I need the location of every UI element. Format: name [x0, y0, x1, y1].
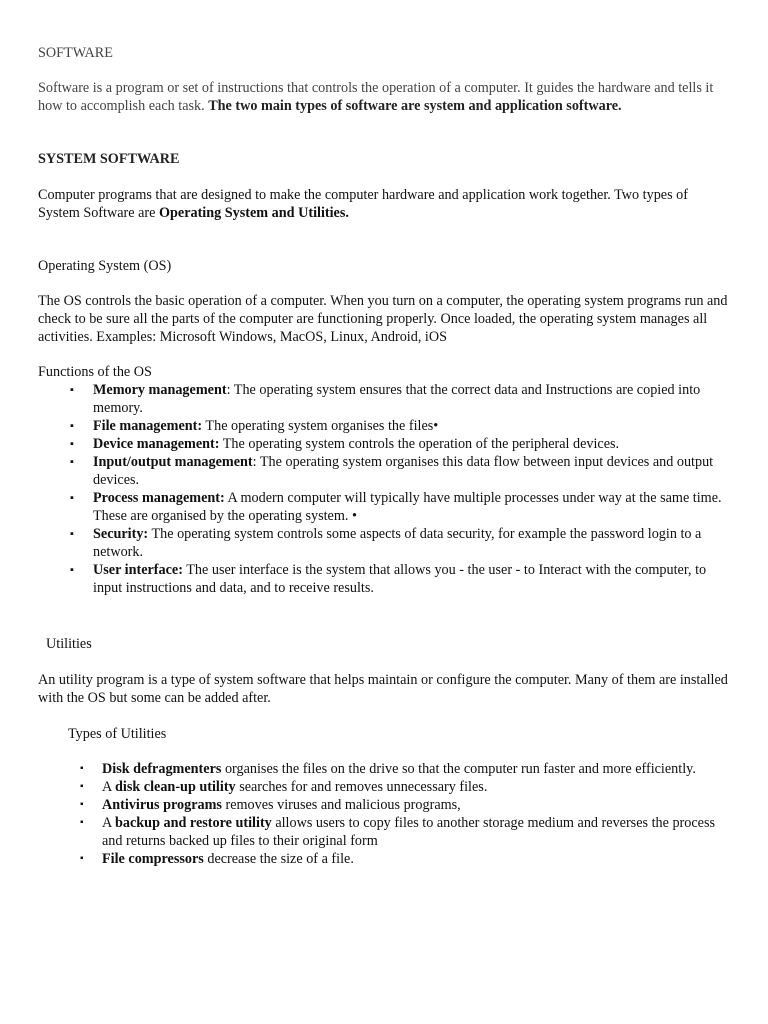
bullet-icon: ▪: [80, 763, 84, 774]
function-desc: The operating system controls the operation of the peripheral devices.: [219, 436, 620, 452]
types-of-utilities-heading: Types of Utilities: [68, 726, 167, 742]
list-item: [38, 796, 727, 814]
utility-desc: searches for and removes unnecessary files.: [235, 779, 488, 795]
list-item: [38, 760, 727, 778]
bullet-icon: ▪: [70, 528, 74, 540]
list-item: [38, 778, 727, 796]
bullet-icon: ▪: [80, 817, 84, 828]
list-item: [38, 561, 728, 597]
bullet-icon: ▪: [70, 420, 74, 432]
intro-text: Software is a program or set of instructions that controls the operation of a computer. It guides the hardware and tells it how to accomplish each task.: [38, 80, 714, 114]
utility-desc: allows users to copy files to another storage medium and reverses the process and returns backed up files to their original form: [102, 815, 716, 849]
utility-desc: decrease the size of a file.: [203, 851, 354, 867]
function-desc: : The operating system ensures that the correct data and Instructions are copied into memory.: [93, 382, 701, 416]
utilities-heading: Utilities: [46, 636, 92, 652]
os-heading: Operating System (OS): [38, 258, 172, 274]
list-item: [38, 417, 728, 435]
bullet-icon: ▪: [80, 781, 84, 792]
function-desc: The operating system controls some aspects of data security, for example the password login to a network.: [93, 526, 702, 560]
list-item: [38, 525, 728, 561]
section-title: SOFTWARE: [38, 45, 113, 61]
utility-term: disk clean-up utility: [115, 779, 236, 795]
function-term: Device management:: [93, 436, 220, 452]
bullet-icon: ▪: [70, 384, 74, 396]
utility-prefix: A: [102, 779, 116, 795]
utility-desc: organises the files on the drive so that the computer run faster and more efficiently.: [221, 761, 696, 777]
utility-term: Disk defragmenters: [102, 761, 222, 777]
bullet-icon: ▪: [80, 799, 84, 810]
system-software-heading: SYSTEM SOFTWARE: [38, 151, 180, 167]
bullet-icon: ▪: [70, 456, 74, 468]
function-term: Process management:: [93, 490, 225, 506]
list-item: [38, 814, 727, 850]
utility-types-list: [38, 760, 727, 868]
system-software-paragraph: [38, 186, 728, 222]
list-item: [38, 381, 728, 417]
utility-term: backup and restore utility: [115, 815, 272, 831]
function-term: User interface:: [93, 562, 183, 578]
system-software-bold-text: Operating System and Utilities.: [158, 205, 349, 221]
bullet-icon: ▪: [80, 853, 84, 864]
intro-paragraph: [38, 79, 728, 115]
function-desc: A modern computer will typically have multiple processes under way at the same time. These are organised by the operating system. •: [93, 490, 722, 524]
utility-term: File compressors: [102, 851, 204, 867]
os-paragraph: The OS controls the basic operation of a computer. When you turn on a computer, the operating system programs run and check to be sure all the parts of the computer are functioning properly. Once loaded, the operating system manages all activities. Examples: Microsoft Windows, MacOS, Linux, Android, iOS: [38, 293, 728, 345]
list-item: [38, 850, 727, 868]
utility-desc: removes viruses and malicious programs,: [221, 797, 461, 813]
list-item: [38, 489, 728, 525]
bullet-icon: ▪: [70, 564, 74, 576]
bullet-icon: ▪: [70, 438, 74, 450]
list-item: [38, 453, 728, 489]
system-software-text: Computer programs that are designed to make the computer hardware and application work together. Two types of System Software are: [38, 187, 688, 221]
bullet-icon: ▪: [70, 492, 74, 504]
list-item: [38, 435, 728, 453]
function-term: Memory management: [93, 382, 227, 398]
function-desc: : The operating system organises this data flow between input devices and output devices.: [93, 454, 714, 488]
utility-term: Antivirus programs: [102, 797, 222, 813]
function-desc: The operating system organises the files•: [202, 418, 439, 434]
function-term: Security:: [93, 526, 149, 542]
os-functions-list: [38, 381, 728, 597]
function-term: File management:: [93, 418, 203, 434]
function-desc: The user interface is the system that allows you - the user - to Interact with the computer, to input instructions and data, and to receive results.: [93, 562, 707, 596]
intro-bold-text: The two main types of software are system and application software.: [208, 98, 622, 114]
utility-prefix: A: [102, 815, 116, 831]
utilities-paragraph: An utility program is a type of system software that helps maintain or configure the computer. Many of them are installed with the OS but some can be added after.: [38, 672, 728, 706]
functions-heading: Functions of the OS: [38, 364, 152, 380]
function-term: Input/output management: [93, 454, 253, 470]
